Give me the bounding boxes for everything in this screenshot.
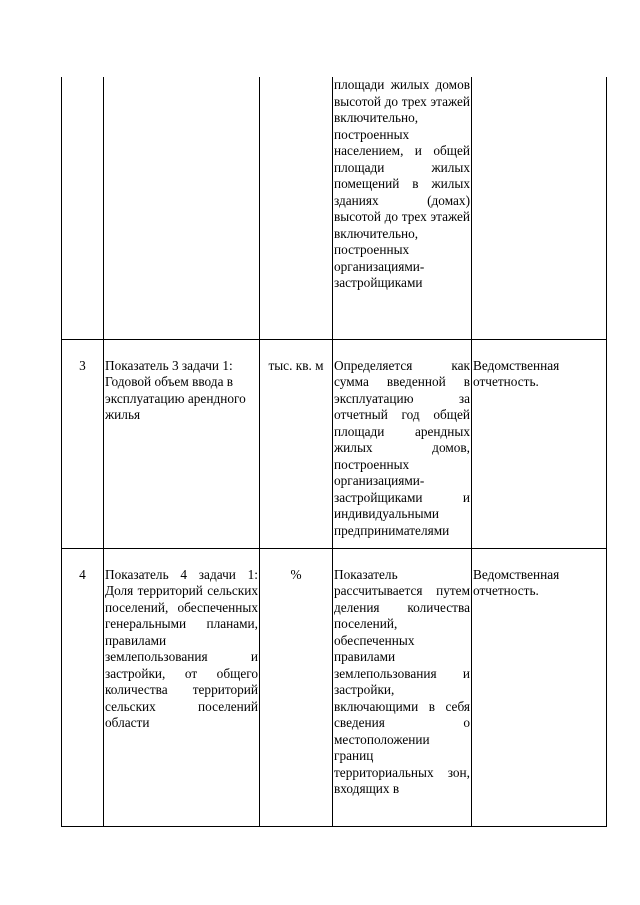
table-row (62, 77, 607, 339)
row-number-cell: 3 (62, 339, 104, 548)
data-source-cell (472, 77, 607, 339)
table-row (62, 339, 607, 548)
row-number-cell (62, 77, 104, 339)
data-source-cell: Ведомственная отчетность. (472, 548, 607, 826)
unit-cell: % (260, 548, 333, 826)
indicator-name-cell: Показатель 4 задачи 1: Доля территорий сельских поселений, обеспеченных генеральными планами, правилами землепользования и застройки, от общего количества территорий сельских поселений области (104, 548, 260, 826)
calculation-method-cell: площади жилых домов высотой до трех этажей включительно, построенных населением, и общей площади жилых помещений в жилых зданиях (домах) высотой до трех этажей включительно, построенных организациями-застройщиками (333, 77, 472, 339)
indicators-table (61, 77, 607, 827)
indicator-name-cell: Показатель 3 задачи 1: Годовой объем ввода в эксплуатацию арендного жилья (104, 339, 260, 548)
calculation-method-cell: Показатель рассчитывается путем деления количества поселений, обеспеченных правилами землепользования и застройки, включающими в себя сведения о местоположении границ территориальных зон, входящих в (333, 548, 472, 826)
row-number-cell: 4 (62, 548, 104, 826)
unit-cell (260, 77, 333, 339)
data-source-cell: Ведомственная отчетность. (472, 339, 607, 548)
indicator-name-cell (104, 77, 260, 339)
unit-cell: тыс. кв. м (260, 339, 333, 548)
table-row (62, 548, 607, 826)
calculation-method-cell: Определяется как сумма введенной в эксплуатацию за отчетный год общей площади арендных жилых домов, построенных организациями-застройщиками и индивидуальными предпринимателями (333, 339, 472, 548)
